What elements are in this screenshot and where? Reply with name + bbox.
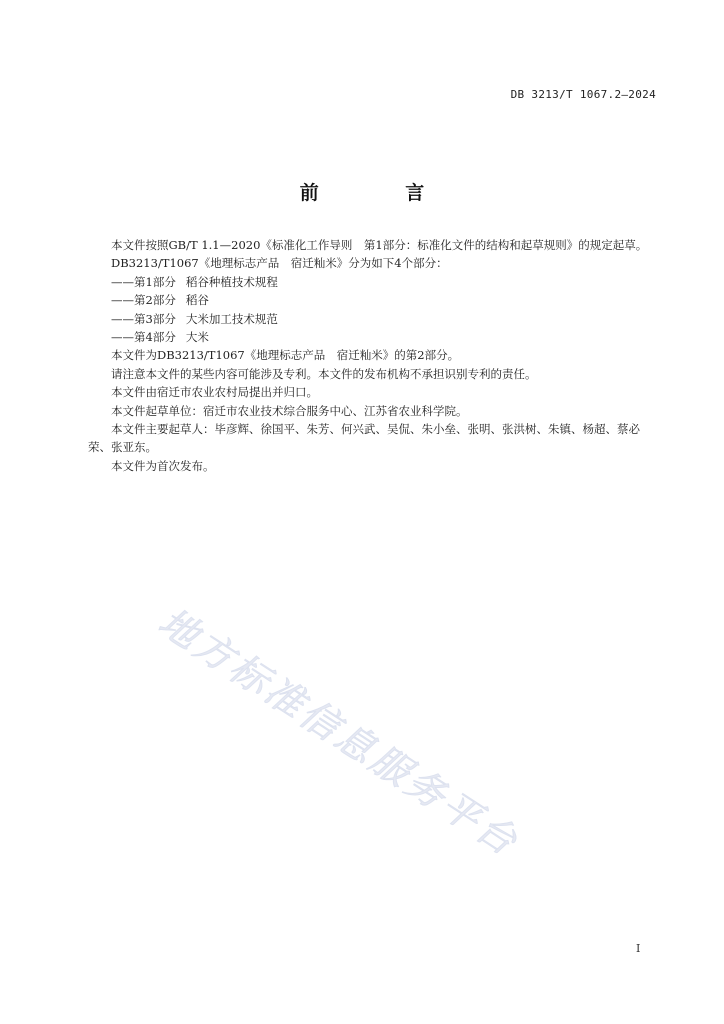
list-name: 稻谷种植技术规程 — [185, 274, 278, 289]
paragraph-drafting-units: 本文件起草单位：宿迁市农业技术综合服务中心、江苏省农业科学院。 — [111, 403, 468, 418]
paragraph-drafters: 本文件主要起草人：毕彦辉、徐国平、朱芳、何兴武、吴侃、朱小垒、张明、张洪树、朱镇、杨超、蔡必荣、张亚东。 — [88, 422, 640, 455]
paragraph-first-release: 本文件为首次发布。 — [111, 458, 215, 473]
document-code: DB 3213/T 1067.2—2024 — [510, 88, 656, 101]
page-number: I — [636, 942, 641, 955]
paragraph-patent-notice: 请注意本文件的某些内容可能涉及专利。本文件的发布机构不承担识别专利的责任。 — [111, 366, 537, 381]
list-item — [88, 328, 660, 346]
watermark: 地方标准信息服务平台 — [151, 599, 528, 866]
list-dash: —— — [111, 293, 134, 308]
list-name: 大米加工技术规范 — [185, 311, 278, 326]
list-item — [88, 310, 660, 328]
list-name: 大米 — [185, 330, 209, 345]
list-part: 第2部分 — [134, 293, 176, 308]
list-part: 第3部分 — [134, 311, 176, 326]
list-part: 第1部分 — [134, 274, 176, 289]
list-part: 第4部分 — [134, 330, 176, 345]
list-dash: —— — [111, 274, 134, 289]
list-item — [88, 273, 660, 291]
list-dash: —— — [111, 330, 134, 345]
paragraph-proposer: 本文件由宿迁市农业农村局提出并归口。 — [111, 385, 318, 400]
list-dash: —— — [111, 311, 134, 326]
paragraph-drafting-rules: 本文件按照GB/T 1.1—2020《标准化工作导则 第1部分：标准化文件的结构和起草规则》的规定起草。 — [111, 238, 648, 252]
list-item — [88, 291, 660, 309]
paragraph-parts-intro: DB3213/T1067《地理标志产品 宿迁籼米》分为如下4个部分： — [111, 256, 448, 271]
page-title: 前 言 — [299, 182, 465, 204]
foreword-body — [88, 236, 660, 475]
paragraph-part-statement: 本文件为DB3213/T1067《地理标志产品 宿迁籼米》的第2部分。 — [111, 348, 460, 363]
list-name: 稻谷 — [185, 293, 209, 308]
